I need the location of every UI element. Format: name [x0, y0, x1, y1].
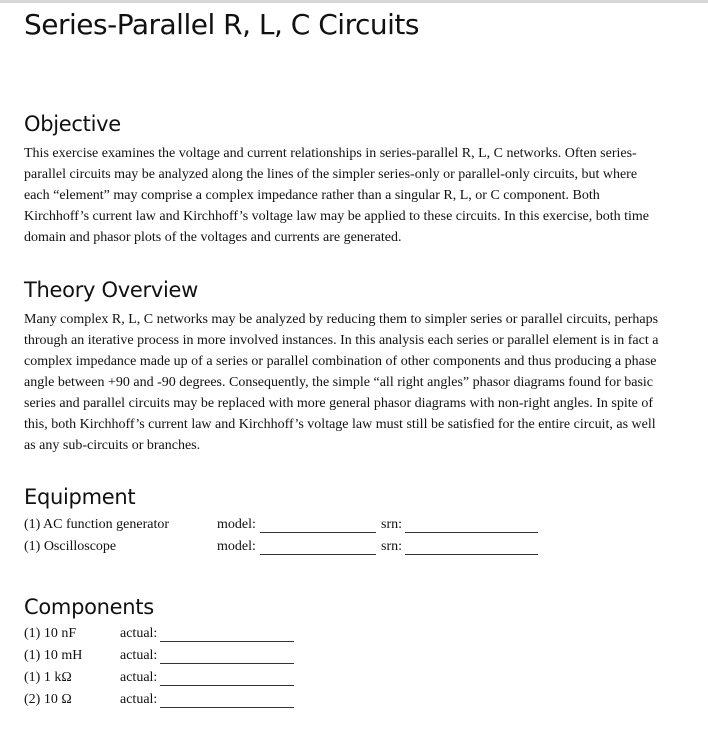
objective-text: This exercise examines the voltage and current relationships in series-parallel R, L, C networks. Often series-parallel circuits may be analyzed along the lines of the simpler series-only or parallel-only circuits, but where each “element” may comprise a complex impedance rather than a singular R, L, or C component. Both Kirchhoff’s current law and Kirchhoff’s voltage law may be applied to these circuits. In this exercise, both time domain and phasor plots of the voltages and currents are generated. [24, 146, 650, 245]
equipment-name: (1) Oscilloscope [24, 539, 117, 554]
srn-blank[interactable] [405, 554, 538, 555]
srn-label: srn: [381, 517, 402, 532]
actual-blank[interactable] [160, 641, 294, 642]
component-name: (1) 1 kΩ [24, 670, 72, 685]
actual-label: actual: [120, 692, 158, 707]
actual-blank[interactable] [160, 663, 294, 664]
model-label: model: [217, 517, 256, 532]
actual-blank[interactable] [160, 685, 294, 686]
page-title: Series-Parallel R, L, C Circuits [24, 8, 419, 41]
actual-blank[interactable] [160, 707, 294, 708]
component-name: (2) 10 Ω [24, 692, 72, 707]
actual-label: actual: [120, 626, 158, 641]
equipment-heading: Equipment [24, 485, 136, 509]
objective-heading: Objective [24, 112, 121, 136]
equipment-name: (1) AC function generator [24, 517, 170, 532]
srn-label: srn: [381, 539, 402, 554]
actual-label: actual: [120, 670, 158, 685]
actual-label: actual: [120, 648, 158, 663]
srn-blank[interactable] [405, 532, 538, 533]
component-name: (1) 10 nF [24, 626, 77, 641]
model-blank[interactable] [260, 554, 376, 555]
component-name: (1) 10 mH [24, 648, 83, 663]
model-blank[interactable] [260, 532, 376, 533]
model-label: model: [217, 539, 256, 554]
theory-heading: Theory Overview [24, 278, 199, 302]
theory-text: Many complex R, L, C networks may be analyzed by reducing them to simpler series or parallel circuits, perhaps through an iterative process in more involved instances. In this analysis each series or parallel element is in fact a complex impedance made up of a series or parallel combination of other components and thus producing a phase angle between +90 and -90 degrees. Consequently, the simple “all right angles” phasor diagrams found for basic series and parallel circuits may be replaced with more general phasor diagrams with non-right angles. In spite of this, both Kirchhoff’s current law and Kirchhoff’s voltage law must still be satisfied for the entire circuit, as well as any sub-circuits or branches. [24, 312, 659, 453]
components-heading: Components [24, 595, 154, 619]
top-border [0, 0, 708, 3]
